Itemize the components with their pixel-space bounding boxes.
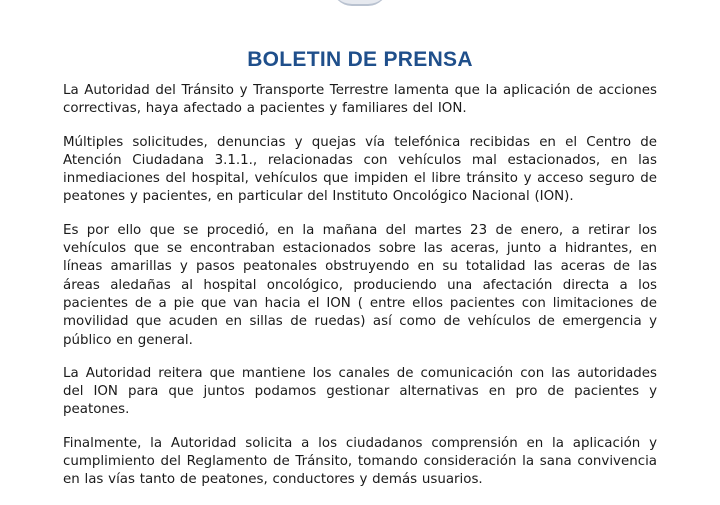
paragraph-communication: La Autoridad reitera que mantiene los canales de comunicación con las autoridades del ION para que juntos podamos gestionar alternativas en pro de pacientes y peatones. <box>63 365 657 418</box>
press-release-body <box>63 82 657 505</box>
paragraph-towing-action: Es por ello que se procedió, en la mañana del martes 23 de enero, a retirar los vehículos que se encontraban estacionados sobre las aceras, junto a hidrantes, en líneas amarillas y pasos peatonales obstruyendo en su totalidad las aceras de las áreas aledañas al hospital oncológico, produciendo una afectación directa a los pacientes de a pie que van hacia el ION ( entre ellos pacientes con limitaciones de movilidad que acuden en sillas de ruedas) así como de vehículos de emergencia y público en general. <box>63 222 657 348</box>
paragraph-intro: La Autoridad del Tránsito y Transporte Terrestre lamenta que la aplicación de acciones correctivas, haya afectado a pacientes y familiares del ION. <box>63 83 657 117</box>
paragraph-complaints: Múltiples solicitudes, denuncias y quejas vía telefónica recibidas en el Centro de Atención Ciudadana 3.1.1., relacionadas con vehículos mal estacionados, en las inmediaciones del hospital, vehículos que impiden el libre tránsito y acceso seguro de peatones y pacientes, en particular del Instituto Oncológico Nacional (ION). <box>63 134 657 205</box>
paragraph-closing: Finalmente, la Autoridad solicita a los ciudadanos comprensión en la aplicación y cumplimiento del Reglamento de Tránsito, tomando consideración la sana convivencia en las vías tanto de peatones, conductores y demás usuarios. <box>63 435 657 488</box>
page-title: BOLETIN DE PRENSA <box>247 48 473 72</box>
logo-emblem-edge <box>332 0 388 6</box>
